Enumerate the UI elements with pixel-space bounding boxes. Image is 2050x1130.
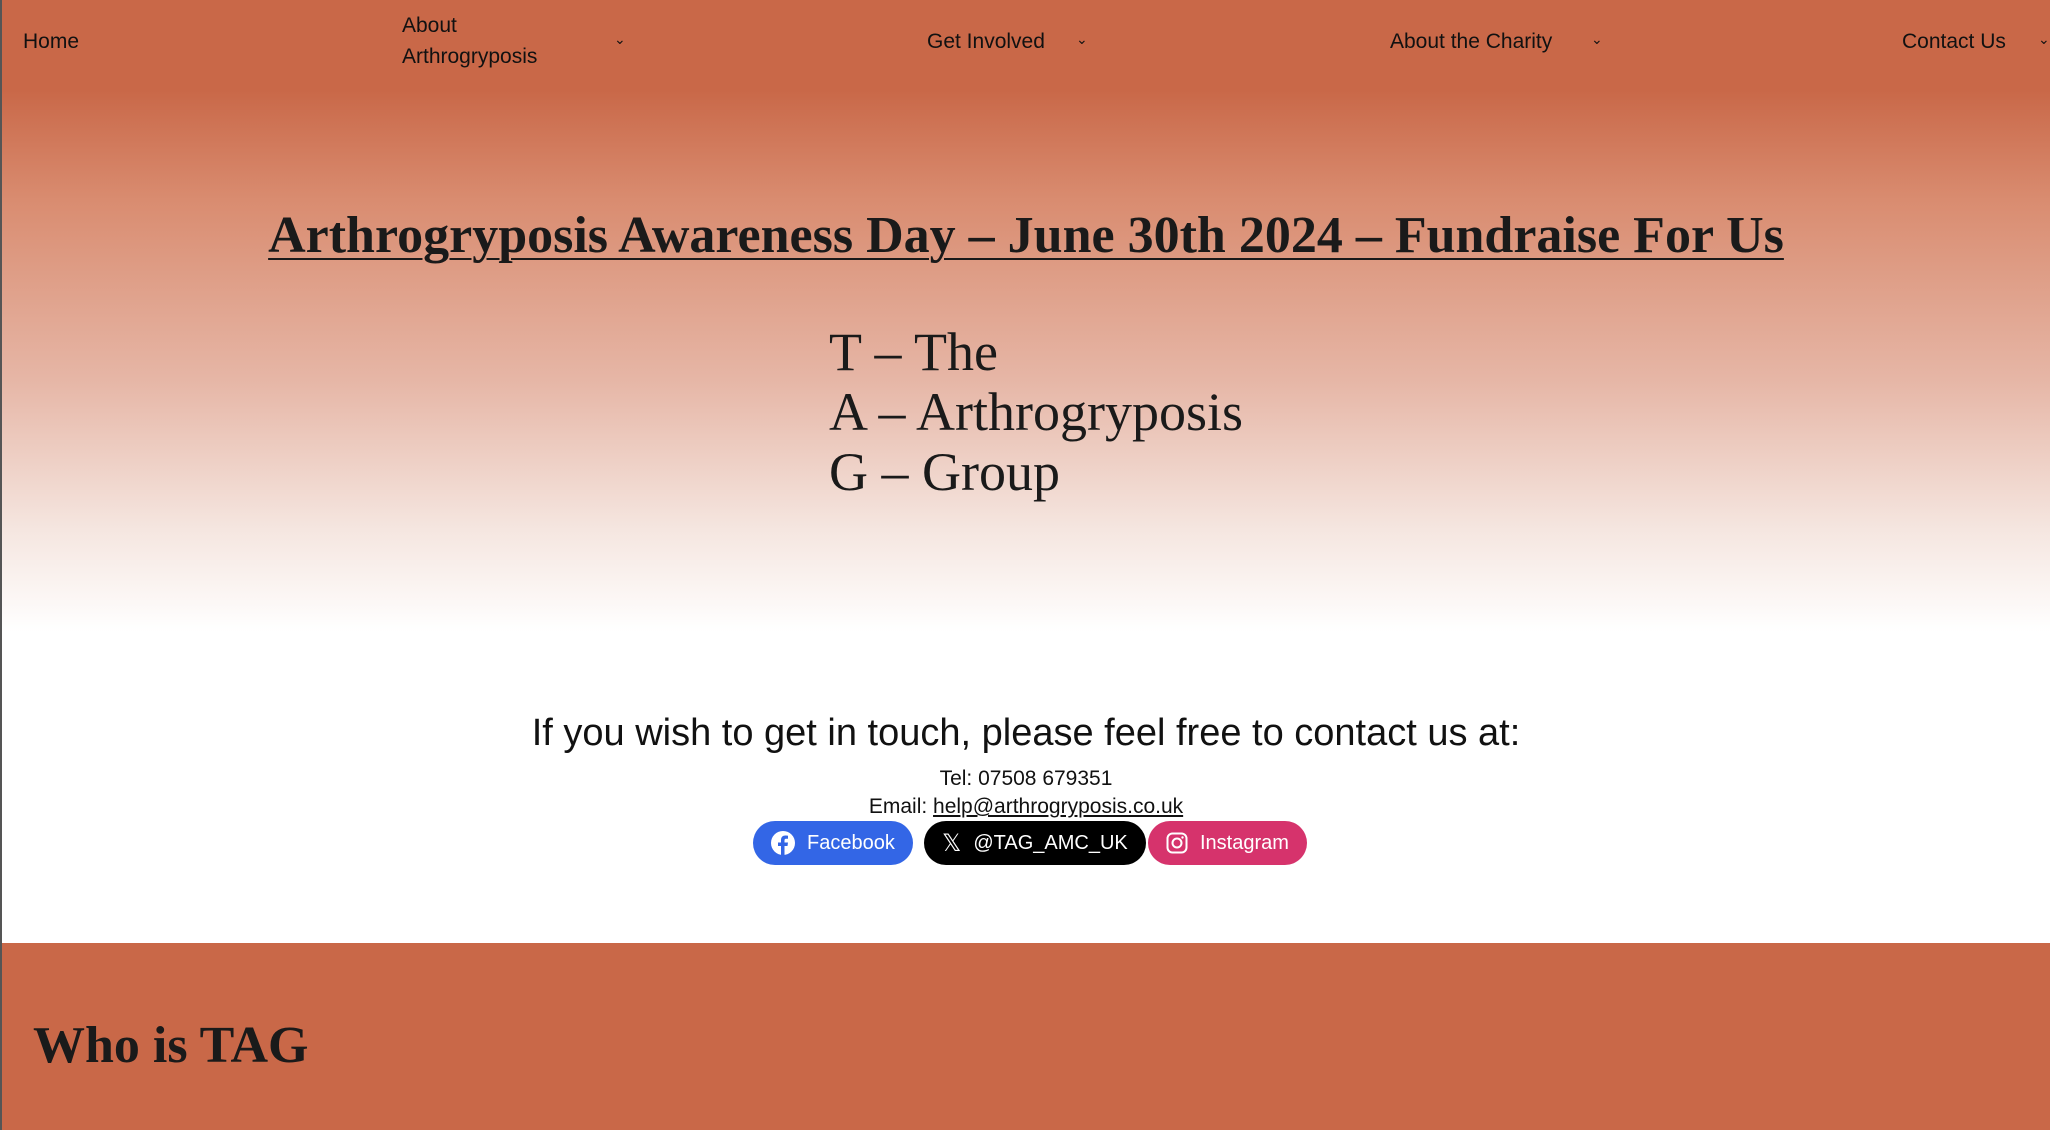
hero-section bbox=[2, 0, 2050, 632]
tag-acronym bbox=[829, 322, 1243, 502]
chevron-down-icon[interactable]: ⌄ bbox=[614, 31, 626, 47]
facebook-icon bbox=[771, 831, 795, 855]
who-is-tag-section bbox=[2, 943, 2050, 1130]
telephone: Tel: 07508 679351 bbox=[939, 767, 1113, 790]
who-is-tag-heading: Who is TAG bbox=[33, 1017, 309, 1074]
x-twitter-button[interactable] bbox=[924, 821, 1146, 865]
email-link[interactable]: help@arthrogryposis.co.uk bbox=[933, 795, 1184, 818]
chevron-down-icon[interactable]: ⌄ bbox=[1076, 31, 1088, 47]
acronym-line: G – Group bbox=[829, 442, 1060, 502]
nav-about-arthrogryposis[interactable]: About Arthrogryposis bbox=[402, 14, 538, 68]
chevron-down-icon[interactable]: ⌄ bbox=[2038, 31, 2050, 47]
instagram-button[interactable] bbox=[1148, 821, 1307, 865]
nav-contact-us[interactable]: Contact Us bbox=[1902, 30, 2006, 53]
instagram-label: Instagram bbox=[1200, 831, 1289, 854]
email-line bbox=[2, 795, 2050, 819]
instagram-icon bbox=[1166, 832, 1188, 854]
chevron-down-icon[interactable]: ⌄ bbox=[1591, 31, 1603, 47]
acronym-line: A – Arthrogryposis bbox=[829, 382, 1244, 442]
x-icon: 𝕏 bbox=[942, 829, 962, 857]
nav-about-charity[interactable]: About the Charity bbox=[1390, 30, 1553, 53]
x-label: @TAG_AMC_UK bbox=[973, 831, 1128, 854]
facebook-button[interactable] bbox=[753, 821, 913, 865]
email-label: Email: bbox=[868, 795, 934, 818]
nav-home[interactable]: Home bbox=[23, 30, 80, 53]
contact-heading: If you wish to get in touch, please feel free to contact us at: bbox=[531, 712, 1521, 754]
acronym-line: T – The bbox=[829, 322, 998, 382]
hero-title-link[interactable]: Arthrogryposis Awareness Day – June 30th 2024 – Fundraise For Us bbox=[268, 207, 1784, 264]
nav-get-involved[interactable]: Get Involved bbox=[927, 30, 1045, 53]
facebook-label: Facebook bbox=[807, 831, 895, 854]
